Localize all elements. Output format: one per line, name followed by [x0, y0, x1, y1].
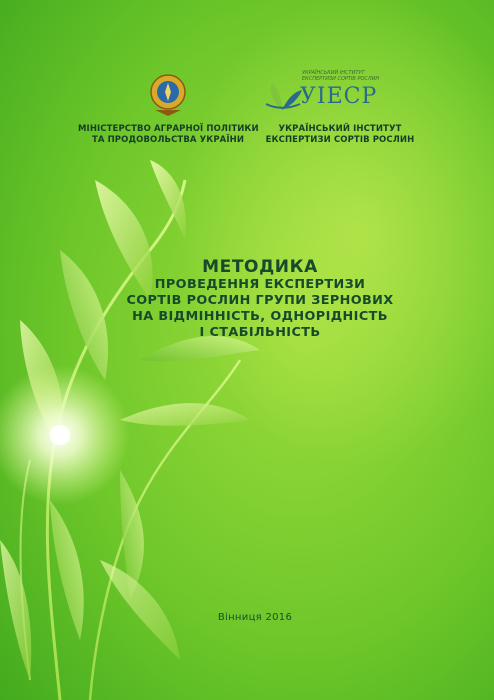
leaf-right-2: [120, 403, 250, 426]
leaf-top: [150, 160, 186, 240]
institute-brand-small-line-2: ЕКСПЕРТИЗИ СОРТІВ РОСЛИН: [302, 76, 380, 82]
title-line-4: І СТАБІЛЬНІСТЬ: [199, 325, 321, 340]
leaf-lower-2: [0, 540, 31, 680]
ministry-caption: [78, 124, 258, 146]
institute-caption: [256, 124, 424, 146]
institute-line-1: УКРАЇНСЬКИЙ ІНСТИТУТ: [278, 124, 402, 134]
light-core: [50, 425, 70, 445]
institute-line-2: ЕКСПЕРТИЗИ СОРТІВ РОСЛИН: [265, 135, 415, 145]
document-title: [100, 258, 420, 341]
title-line-2: СОРТІВ РОСЛИН ГРУПИ ЗЕРНОВИХ: [126, 293, 394, 308]
leaf-lower-1: [50, 500, 84, 640]
leaf-lower-3: [100, 560, 180, 660]
institute-brand-small-line-1: УКРАЇНСЬКИЙ ІНСТИТУТ: [302, 70, 365, 76]
institute-brand-small: [302, 70, 379, 82]
title-line-3: НА ВІДМІННІСТЬ, ОДНОРІДНІСТЬ: [132, 309, 388, 324]
ministry-emblem-icon: [149, 72, 187, 116]
title-line-1: ПРОВЕДЕННЯ ЕКСПЕРТИЗИ: [154, 277, 366, 292]
logos-row: [0, 70, 494, 160]
institute-sprout-icon: [260, 74, 304, 114]
publication-place-year: Вінниця 2016: [217, 612, 293, 623]
ministry-line-1: МІНІСТЕРСТВО АГРАРНОЇ ПОЛІТИКИ: [78, 124, 259, 134]
ministry-line-2: ТА ПРОДОВОЛЬСТВА УКРАЇНИ: [91, 135, 245, 145]
institute-abbr: УІЕСР: [300, 84, 378, 109]
title-main: МЕТОДИКА: [202, 257, 318, 277]
